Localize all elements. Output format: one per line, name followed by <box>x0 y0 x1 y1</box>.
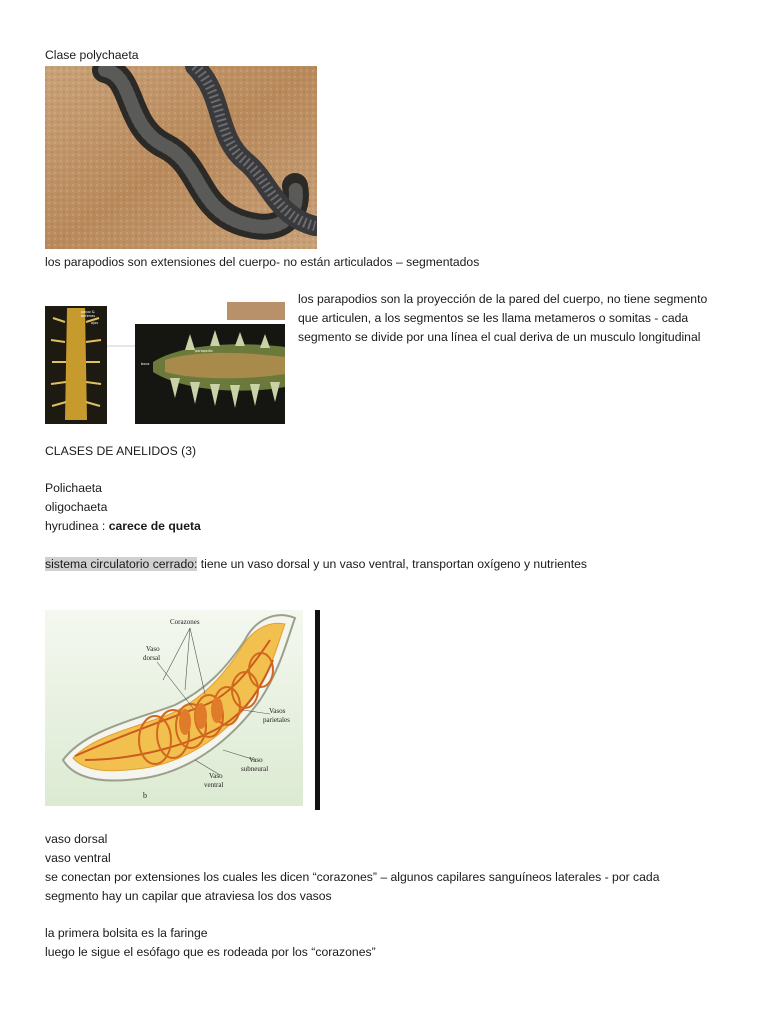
label-vaso-subneural-2: subneural <box>241 765 269 773</box>
paragraph-line: segmento se divide por una línea el cual deriva de un musculo longitudinal <box>298 330 701 344</box>
vasos-line: segmento hay un capilar que atraviesa los dos vasos <box>45 889 332 903</box>
label-vasos-parietales-2: parietales <box>263 716 290 724</box>
sistema-circulatorio <box>45 555 587 574</box>
label-vasos-parietales-1: Vasos <box>269 707 286 715</box>
heading-clases-anelidos: CLASES DE ANELIDOS (3) <box>45 444 197 458</box>
clase-oligochaeta: oligochaeta <box>45 500 108 514</box>
polychaete-worm-photo <box>45 66 317 249</box>
circulatorio-text: tiene un vaso dorsal y un vaso ventral, transportan oxígeno y nutrientes <box>197 557 587 571</box>
fig2-label-parapodio: parapodio <box>195 349 213 353</box>
circulatory-system-diagram <box>45 610 323 810</box>
parapodia-photo <box>45 302 285 424</box>
label-vaso-subneural-1: Vaso <box>249 756 263 764</box>
hyrudinea-label: hyrudinea : <box>45 519 109 533</box>
label-vaso-dorsal-2: dorsal <box>143 654 161 662</box>
paragraph-parapodios <box>298 290 707 347</box>
label-vaso-dorsal-1: Vaso <box>146 645 160 653</box>
fig2-label-antenas: antenas <box>81 314 96 318</box>
digestivo-line: luego le sigue el esófago que es rodeada por los “corazones” <box>45 945 376 959</box>
vasos-line: vaso dorsal <box>45 832 108 846</box>
label-panel-b: b <box>143 791 147 800</box>
hyrudinea-note: carece de queta <box>108 519 201 533</box>
fig2-label-palpos: palpo & <box>81 310 95 314</box>
clase-polichaeta: Polichaeta <box>45 481 102 495</box>
vasos-line: vaso ventral <box>45 851 111 865</box>
label-vaso-ventral-1: Vaso <box>209 772 223 780</box>
clase-hyrudinea <box>45 517 201 536</box>
paragraph-line: que articulen, a los segmentos se les llama metameros o somitas - cada <box>298 311 689 325</box>
label-vaso-ventral-2: ventral <box>204 781 224 789</box>
digestivo-paragraph <box>45 924 376 962</box>
fig2-label-boca: boca <box>141 362 150 366</box>
heading-clase-polychaeta: Clase polychaeta <box>45 48 139 62</box>
fig2-label-ojos: ojos <box>91 321 99 325</box>
digestivo-line: la primera bolsita es la faringe <box>45 926 208 940</box>
caption-parapodios: los parapodios son extensiones del cuerpo- no están articulados – segmentados <box>45 255 480 269</box>
vasos-paragraph <box>45 830 659 906</box>
highlighted-term: sistema circulatorio cerrado: <box>45 557 198 571</box>
label-corazones: Corazones <box>170 618 200 626</box>
vasos-line: se conectan por extensiones los cuales les dicen “corazones” – algunos capilares sanguíneos laterales - por cada <box>45 870 660 884</box>
paragraph-line: los parapodios son la proyección de la pared del cuerpo, no tiene segmento <box>298 292 708 306</box>
